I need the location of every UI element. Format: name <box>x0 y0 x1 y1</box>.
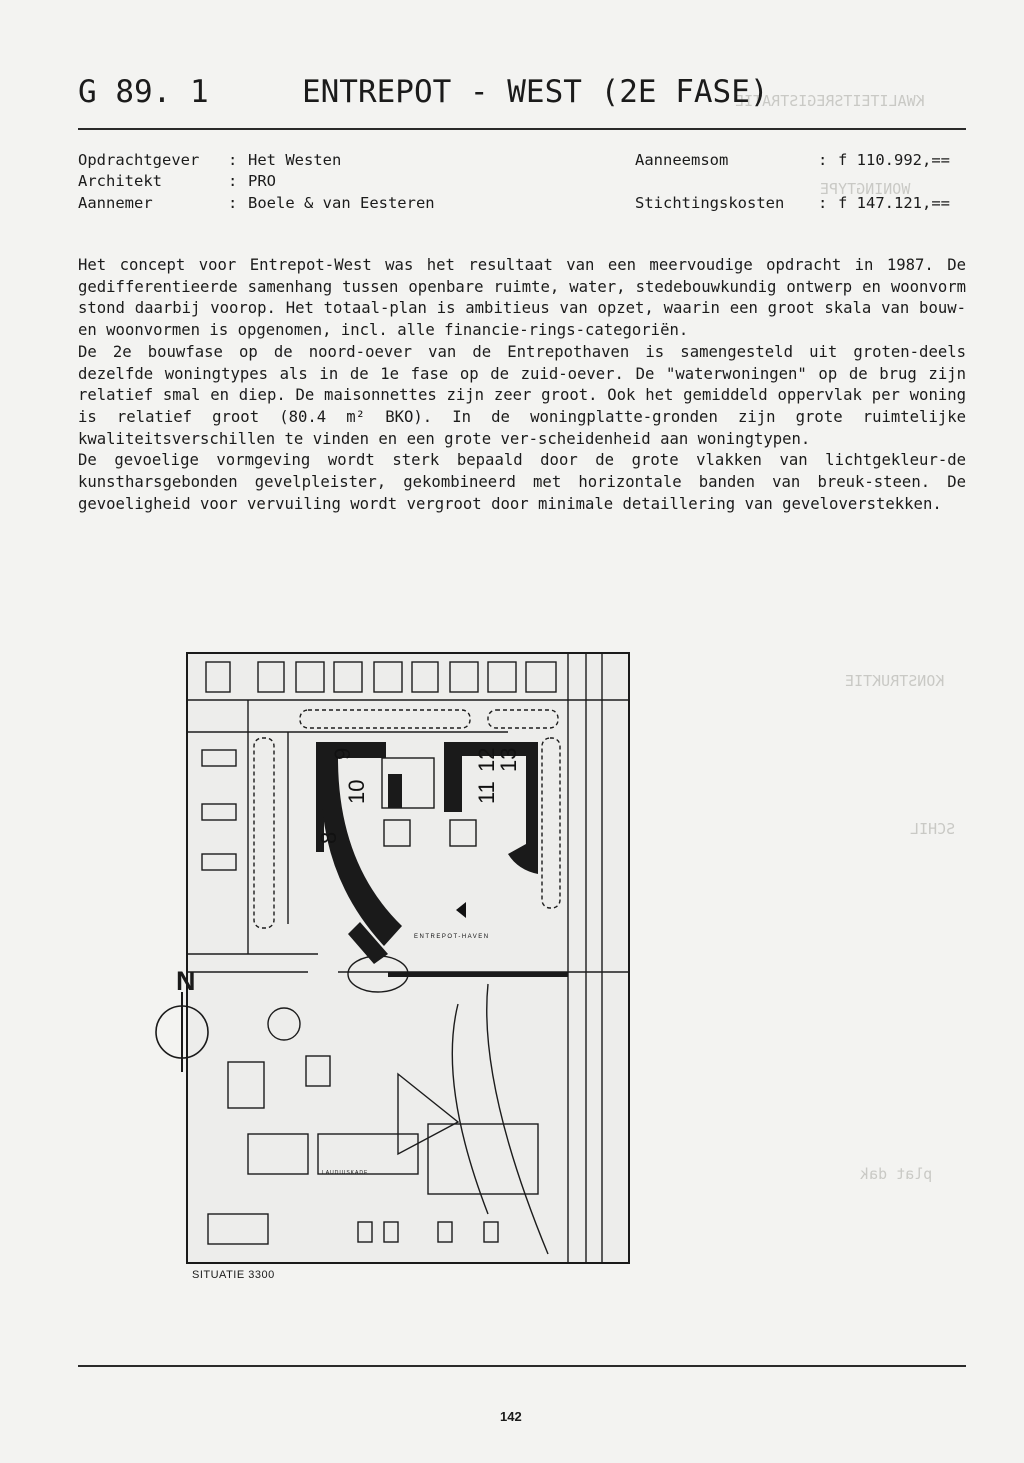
haven-label: ENTREPOT-HAVEN <box>414 934 490 940</box>
north-arrow-icon <box>152 992 212 1072</box>
house-block <box>412 662 438 692</box>
meta-colon: : <box>228 151 238 169</box>
aanneemsom-value: f 110.992,== <box>838 151 950 169</box>
house-block <box>374 662 402 692</box>
opdrachtgever-value: Het Westen <box>248 151 342 169</box>
bleed-through-text: SCHIL <box>910 820 956 838</box>
bleed-through-text: KONSTRUKTIE <box>845 672 945 690</box>
site-plan-svg <box>188 654 628 1262</box>
meta-colon: : <box>818 194 828 212</box>
paragraph-concept: Het concept voor Entrepot-West was het resultaat van een meervoudige opdracht in 1987. De gedifferentieerde samenhang tussen openbare ruimte, water, stedebouwkundig ontwerp en woonvorm stond daarbij voorop. Het totaal-plan is ambitieus van opzet, waarin een groot skala van bouw- en woonvormen is opgenomen, incl. alle financie-rings-categoriën. <box>78 256 966 340</box>
arrow-icon <box>456 902 466 918</box>
house-block <box>206 662 230 692</box>
bleed-through-text: KWALITEITSREGISTRATIE <box>735 92 925 110</box>
stichtingskosten-value: f 147.121,== <box>838 194 950 212</box>
building-mass <box>388 774 402 808</box>
paragraph-vormgeving: De gevoelige vormgeving wordt sterk bepaald door de grote vlakken van lichtgekleur-de kunstharsgebonden gevelpleister, gekombineerd met horizontale banden van breuk-steen. De gevoeligheid voor vervuiling wordt vergroot door minimale detaillering van geveloverstekken. <box>78 451 966 513</box>
house-block <box>334 662 362 692</box>
house-block <box>258 662 284 692</box>
footer-rule <box>78 1365 966 1367</box>
stichtingskosten-label: Stichtingskosten <box>635 194 785 212</box>
meta-colon: : <box>228 194 238 212</box>
paragraph-bouwfase: De 2e bouwfase op de noord-oever van de Entrepothaven is samengesteld uit groten-deels dezelfde woningtypes als in de 1e fase op de zuid-oever. De "waterwoningen" op de brug zijn relatief smal en diep. De maisonnettes zijn zeer groot. Ook het gemiddeld oppervlak per woning is relatief groot (80.4 m² BKO). In de woningplatte-gronden zijn grote ruimtelijke kwaliteitsverschillen te vinden en een grote ver-scheidenheid aan woningtypen. <box>78 342 966 448</box>
aannemer-label: Aannemer <box>78 194 153 212</box>
block-number: 12 <box>474 747 499 772</box>
block-number: 8 <box>316 831 341 844</box>
bleed-through-text: plat dak <box>860 1165 933 1183</box>
meta-colon: : <box>818 151 828 169</box>
meta-colon: : <box>228 172 238 190</box>
site-plan-drawing <box>186 652 630 1264</box>
block-number: 13 <box>496 747 521 772</box>
page-title: G 89. 1 ENTREPOT - WEST (2E FASE) <box>78 74 769 110</box>
opdrachtgever-label: Opdrachtgever <box>78 151 200 169</box>
block-number: 11 <box>474 781 499 804</box>
aannemer-value: Boele & van Eesteren <box>248 194 435 212</box>
block-number: 10 <box>344 779 369 804</box>
plan-caption: SITUATIE 3300 <box>192 1269 275 1281</box>
architekt-label: Architekt <box>78 172 162 190</box>
architekt-value: PRO <box>248 172 276 190</box>
house-block <box>488 662 516 692</box>
house-block <box>296 662 324 692</box>
house-block <box>526 662 556 692</box>
north-label: N <box>176 966 196 996</box>
body-text <box>78 255 966 515</box>
header-rule <box>78 128 966 130</box>
house-block <box>450 662 478 692</box>
page-number: 142 <box>500 1409 522 1424</box>
aanneemsom-label: Aanneemsom <box>635 151 729 169</box>
bridge-mass <box>388 972 568 977</box>
street-label: LAUDIUSKADE <box>322 1170 369 1176</box>
bleed-through-text: WONINGTYPE <box>820 180 911 198</box>
block-number: 9 <box>330 747 355 760</box>
